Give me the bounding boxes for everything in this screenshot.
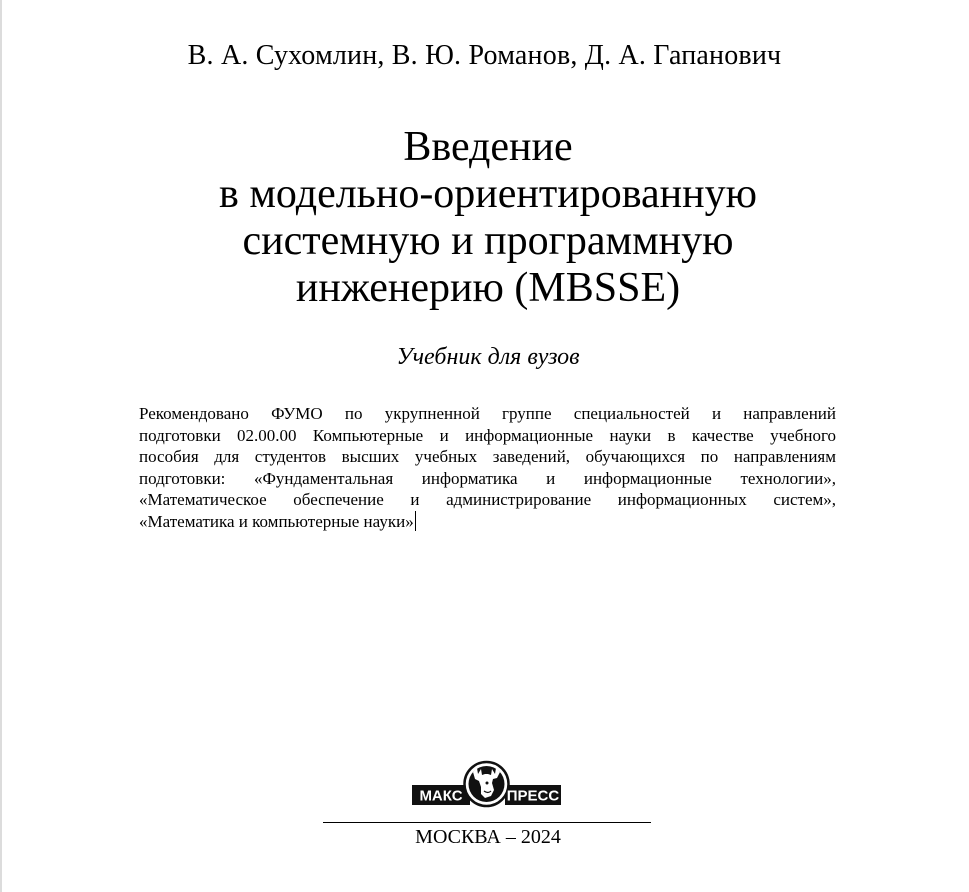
title-line: Введение (403, 124, 573, 170)
recommendation-line: пособия для студентов высших учебных заведений, обучающихся по направлениям (139, 447, 836, 467)
subtitle: Учебник для вузов (396, 344, 580, 370)
recommendation-line: подготовки 02.00.00 Компьютерные и информационные науки в качестве учебного (139, 425, 836, 445)
recommendation-line-last (139, 511, 836, 533)
place-year: МОСКВА – 2024 (415, 826, 561, 848)
title-line: в модельно-ориентированную (219, 171, 757, 217)
title-line: системную и программную (242, 218, 734, 264)
authors: В. А. Сухомлин, В. Ю. Романов, Д. А. Гапанович (187, 40, 782, 71)
text-cursor (415, 511, 416, 531)
recommendation-line: «Математика и компьютерные науки» (139, 511, 414, 531)
title-line: инженерию (MBSSE) (295, 265, 681, 311)
book-title (0, 124, 969, 312)
recommendation-line: подготовки: «Фундаментальная информатика и информационные технологии», (139, 468, 836, 488)
divider-line (323, 822, 651, 823)
recommendation-line: Рекомендовано ФУМО по укрупненной группе специальностей и направлений (139, 404, 836, 423)
logo-left-text: МАКС (419, 787, 463, 805)
moose-head-icon (465, 762, 509, 806)
publisher-logo (411, 760, 562, 808)
recommendation-text[interactable] (139, 403, 836, 533)
publisher-logo-graphic (411, 760, 562, 808)
logo-right-text: ПРЕСС (506, 787, 560, 805)
recommendation-line: «Математическое обеспечение и администрирование информационных систем», (139, 490, 836, 510)
